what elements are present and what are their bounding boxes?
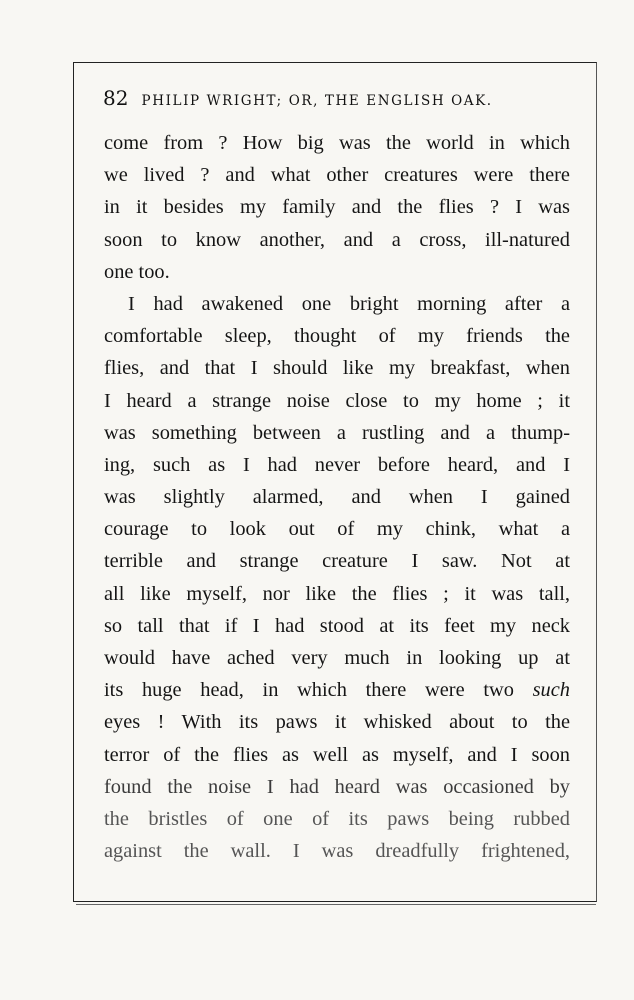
text-line: against the wall. I was dreadfully frightened,	[104, 840, 570, 863]
running-head: PHILIP WRIGHT; OR, THE ENGLISH OAK.	[141, 93, 493, 109]
page-number: 82	[103, 86, 129, 110]
text-line: was something between a rustling and a thump-	[104, 421, 570, 444]
text-line: I had awakened one bright morning after a	[128, 292, 570, 315]
text-line: courage to look out of my chink, what a	[104, 518, 570, 541]
text-line: ing, such as I had never before heard, and I	[104, 453, 570, 476]
text-line: comfortable sleep, thought of my friends the	[104, 325, 570, 348]
text-line: so tall that if I had stood at its feet my neck	[104, 614, 570, 637]
text-line: I heard a strange noise close to my home ; it	[104, 389, 570, 412]
text-line: terrible and strange creature I saw. Not at	[104, 550, 570, 573]
border-bottom-rule	[76, 904, 596, 905]
italic-word: such	[532, 679, 570, 702]
text-span: its huge head, in which there were two	[104, 679, 514, 702]
text-line: come from ? How big was the world in which	[104, 132, 570, 154]
text-line: all like myself, nor like the flies ; it was tall,	[104, 582, 570, 605]
text-line: soon to know another, and a cross, ill-natured	[104, 228, 570, 251]
text-line: was slightly alarmed, and when I gained	[104, 486, 570, 509]
page-header	[103, 86, 553, 110]
text-line: we lived ? and what other creatures were there	[104, 164, 570, 187]
text-line: terror of the flies as well as myself, and I soon	[104, 743, 570, 766]
text-line: in it besides my family and the flies ? I was	[104, 196, 570, 219]
text-line: eyes ! With its paws it whisked about to the	[104, 711, 570, 734]
text-line: found the noise I had heard was occasioned by	[104, 775, 570, 798]
text-line-with-italic	[104, 674, 570, 706]
text-line: would have ached very much in looking up at	[104, 647, 570, 669]
text-line: the bristles of one of its paws being rubbed	[104, 807, 570, 830]
text-line: flies, and that I should like my breakfast, when	[104, 357, 570, 380]
text-line: one too.	[104, 260, 170, 283]
body-text	[104, 127, 570, 867]
